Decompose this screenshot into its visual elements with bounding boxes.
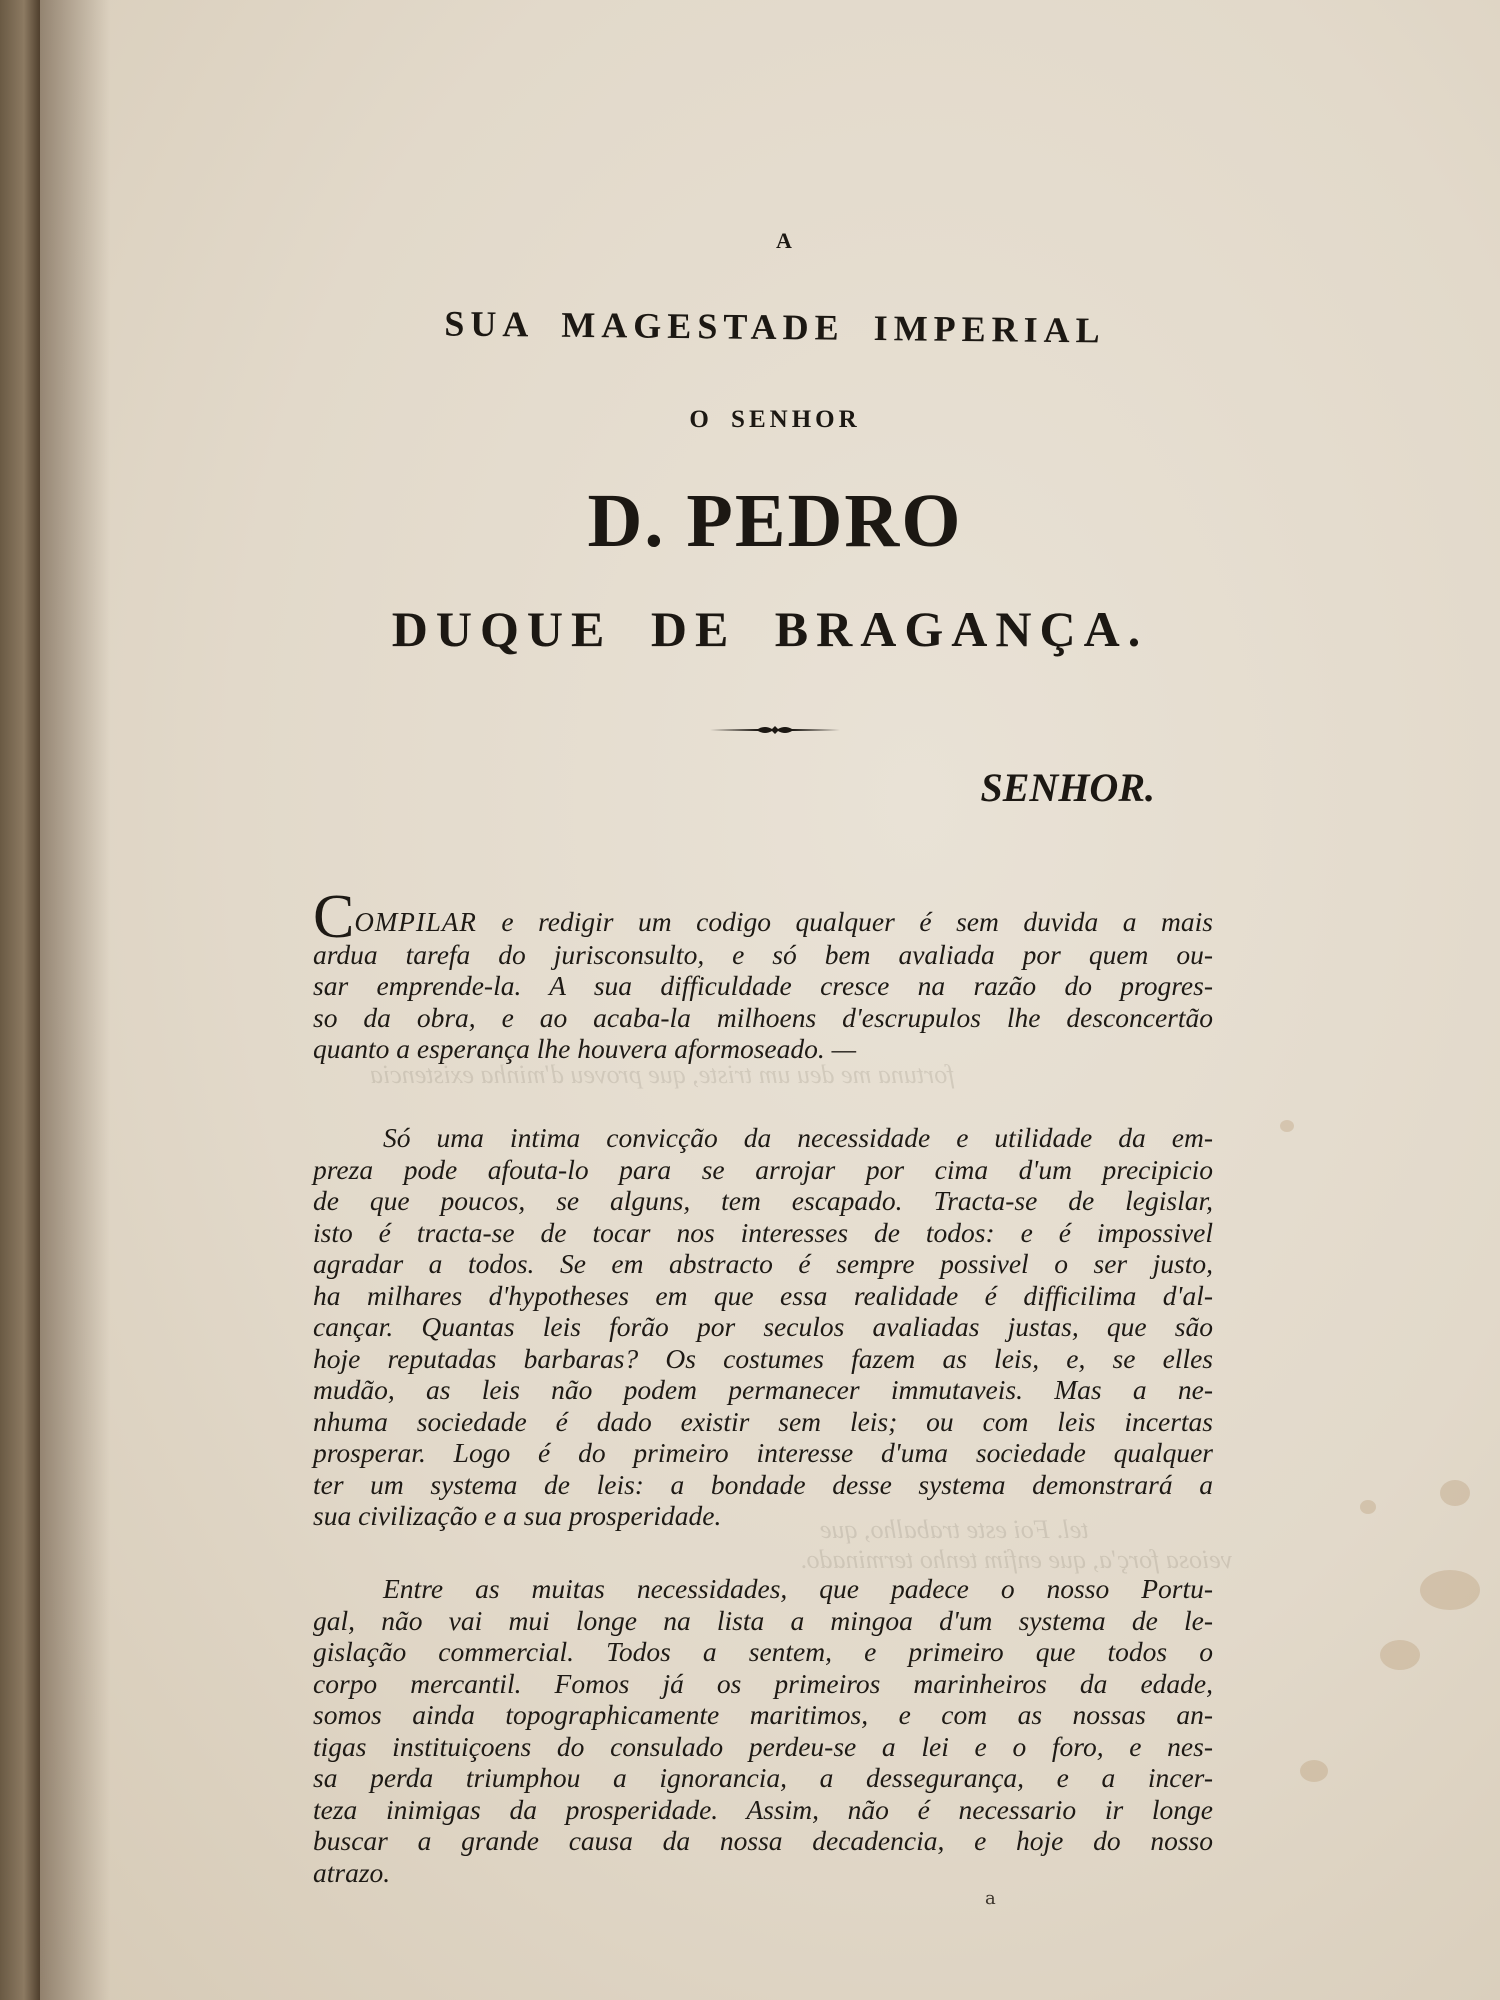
salutation: SENHOR. [980, 765, 1155, 810]
bleed-through-text: veiosa forç'a, que enfim tenho terminado. [800, 1545, 1233, 1574]
foxing-stain [1380, 1640, 1420, 1670]
bleed-through-text: tel. Foi este trabalho, que [820, 1515, 1089, 1544]
bleed-through-text: fortuna me deu um triste, que proveu d'minha existencia [370, 1060, 955, 1089]
drop-cap: C [313, 883, 355, 951]
text-line: sua civilização e a sua prosperidade. [313, 1500, 722, 1531]
text-line: sar emprende-la. A sua difficuldade cresce na razão do progres- [313, 970, 1213, 1001]
text-line: hoje reputadas barbaras? Os costumes fazem as leis, e, se elles [313, 1342, 1213, 1374]
text-line: quanto a esperança lhe houvera aformoseado. — [313, 1033, 857, 1064]
text-line: ha milhares d'hypotheses em que essa realidade é difficilima d'al- [313, 1279, 1213, 1311]
text-line: somos ainda topographicamente maritimos, e com as nossas an- [313, 1699, 1213, 1730]
foxing-stain [1360, 1500, 1376, 1514]
dedication-pre: A [776, 228, 794, 253]
text-line: isto é tracta-se de tocar nos interesses de todos: e é impossivel [313, 1216, 1213, 1248]
text-line: teza inimigas da prosperidade. Assim, não é necessario ir longe [313, 1793, 1213, 1825]
text-line: buscar a grande causa da nossa decadencia, e hoje do nosso [313, 1825, 1213, 1856]
text-line: so da obra, e ao acaba-la milhoens d'escrupulos lhe desconcertão [313, 1001, 1213, 1033]
dedicatee-name: D. PEDRO [587, 479, 963, 563]
text-line: Só uma intima convicção da necessidade e utilidade da em- [383, 1122, 1213, 1153]
text-line: de que poucos, se alguns, tem escapado. Tracta-se de legislar, [313, 1185, 1213, 1216]
text-line: corpo mercantil. Fomos já os primeiros marinheiros da edade, [313, 1667, 1213, 1699]
text-line: tigas instituiçoens do consulado perdeu-se a lei e o foro, e nes- [313, 1730, 1213, 1762]
text-line: sa perda triumphou a ignorancia, a desseguranҫa, e a incer- [313, 1762, 1213, 1793]
text-line: atrazo. [313, 1856, 391, 1888]
dedicatee-title: DUQUE DE BRAGANÇA. [391, 601, 1149, 657]
text-line: nhuma sociedade é dado existir sem leis; ou com leis incertas [313, 1405, 1213, 1437]
text-line: gal, não vai mui longe na lista a mingoa d'um systema de le- [313, 1604, 1213, 1636]
catchword: a [985, 1888, 996, 1909]
text-line: ter um systema de leis: a bondade desse systema demonstrará a [313, 1468, 1213, 1500]
text-line: preza pode afouta-lo para se arrojar por cima d'um precipicio [313, 1153, 1213, 1185]
text-line: ardua tarefa do jurisconsulto, e só bem avaliada por quem ou- [313, 938, 1213, 970]
text-line: Entre as muitas necessidades, que padece o nosso Portu- [383, 1573, 1213, 1604]
honorific-line: O SENHOR [689, 406, 861, 433]
text-line: gislação commercial. Todos a sentem, e primeiro que todos o [313, 1636, 1213, 1667]
foxing-stain [1280, 1120, 1294, 1132]
foxing-stain [1440, 1480, 1470, 1506]
foxing-stain [1300, 1760, 1328, 1782]
text-line: cançar. Quantas leis forão por seculos avaliadas justas, que são [313, 1311, 1213, 1342]
text-line: e redigir um codigo qualquer é sem duvida a mais [476, 906, 1213, 937]
text-line: mudão, as leis não podem permanecer immutaveis. Mas a ne- [313, 1374, 1213, 1405]
ornamental-rule [710, 720, 840, 740]
first-word: OMPILAR [354, 907, 477, 937]
text-line: prosperar. Logo é do primeiro interesse d'uma sociedade qualquer [313, 1437, 1213, 1468]
dedicatee-line: SUA MAGESTADE IMPERIAL [444, 303, 1106, 351]
book-spine [0, 0, 40, 2000]
text-line: agradar a todos. Se em abstracto é sempre possivel o ser justo, [313, 1248, 1213, 1279]
foxing-stain [1420, 1570, 1480, 1610]
paragraph-1 [313, 883, 1213, 1065]
paragraph-3 [313, 1573, 1213, 1888]
paragraph-2 [313, 1122, 1213, 1532]
